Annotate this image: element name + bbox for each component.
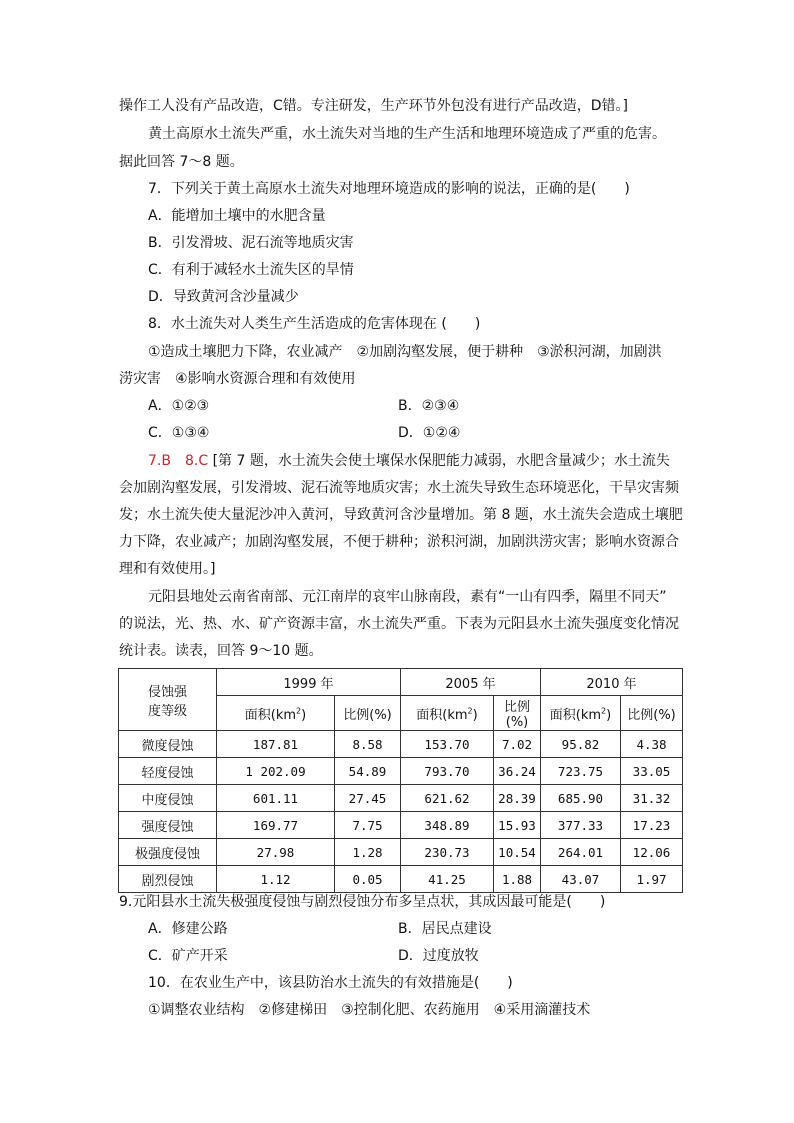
option-9a: A．修建公路 [148, 921, 228, 937]
corner-header [119, 669, 217, 731]
option-8b: B．②③④ [398, 398, 460, 414]
year-header: 1999 年 [217, 669, 401, 696]
area-cell: 27.98 [217, 839, 335, 866]
ratio-cell: 4.38 [621, 731, 683, 758]
passage-yuanyang-cont: 的说法，光、热、水、矿产资源丰富，水土流失严重。下表为元阳县水土流失强度变化情况 [119, 616, 679, 632]
passage-intro: 黄土高原水土流失严重，水土流失对当地的生产生活和地理环境造成了严重的危害。 [148, 126, 666, 142]
area-cell: 169.77 [217, 812, 335, 839]
ratio-cell: 7.02 [494, 731, 541, 758]
answer-explanation: 力下降，农业减产；加剧沟壑发展，不便于耕种；淤积河湖，加剧洪涝灾害；影响水资源合 [119, 534, 679, 550]
area-cell: 377.33 [541, 812, 621, 839]
question-10-statements: ①调整农业结构 ②修建梯田 ③控制化肥、农药施用 ④采用滴灌技术 [148, 1002, 591, 1018]
table-row [119, 866, 683, 893]
table-row [119, 758, 683, 785]
area-unit-sup: 2 [296, 706, 302, 716]
option-7b: B．引发滑坡、泥石流等地质灾害 [148, 235, 354, 251]
ratio-cell: 8.58 [335, 731, 401, 758]
answer-explanation: 理和有效使用。] [119, 561, 216, 577]
option-7d: D．导致黄河含沙量减少 [148, 289, 299, 305]
table-row [119, 785, 683, 812]
ratio-cell: 28.39 [494, 785, 541, 812]
passage-yuanyang: 元阳县地处云南省南部、元江南岸的哀牢山脉南段，素有“一山有四季，隔里不同天” [148, 589, 667, 605]
option-7a: A．能增加土壤中的水肥含量 [148, 208, 326, 224]
area-unit-sup: 2 [467, 706, 473, 716]
area-cell: 230.73 [401, 839, 494, 866]
table-row [119, 839, 683, 866]
ratio-cell: 31.32 [621, 785, 683, 812]
area-label: 面积(km [549, 707, 602, 723]
ratio-cell: 12.06 [621, 839, 683, 866]
ratio-cell: 10.54 [494, 839, 541, 866]
table-row [119, 731, 683, 758]
area-label: 面积(km [244, 707, 297, 723]
option-8c: C．①③④ [148, 425, 210, 441]
option-8a: A．①②③ [148, 398, 210, 414]
table-row [119, 812, 683, 839]
ratio-cell: 0.05 [335, 866, 401, 893]
area-cell: 601.11 [217, 785, 335, 812]
erosion-level-cell: 剧烈侵蚀 [119, 866, 217, 893]
passage-yuanyang-cont: 统计表。读表，回答 9～10 题。 [119, 643, 323, 659]
question-10: 10．在农业生产中，该县防治水土流失的有效措施是( ) [148, 975, 513, 991]
area-header [217, 696, 335, 731]
question-8: 8．水土流失对人类生产生活造成的危害体现在 ( ) [148, 316, 481, 332]
erosion-level-cell: 极强度侵蚀 [119, 839, 217, 866]
area-cell: 723.75 [541, 758, 621, 785]
ratio-cell: 27.45 [335, 785, 401, 812]
option-8d: D．①②④ [398, 425, 461, 441]
area-cell: 621.62 [401, 785, 494, 812]
ratio-header: 比例(%) [494, 696, 541, 731]
question-9: 9.元阳县水土流失极强度侵蚀与剧烈侵蚀分布多呈点状，其成因最可能是( ) [119, 894, 606, 910]
question-8-statements: ①造成土壤肥力下降，农业减产 ②加剧沟壑发展，便于耕种 ③淤积河湖，加剧洪 [148, 344, 662, 360]
text-line: 据此回答 7～8 题。 [119, 154, 244, 170]
ratio-cell: 7.75 [335, 812, 401, 839]
ratio-header: 比例(%) [335, 696, 401, 731]
erosion-level-cell: 中度侵蚀 [119, 785, 217, 812]
erosion-statistics-table [118, 668, 683, 893]
area-cell: 153.70 [401, 731, 494, 758]
ratio-cell: 1.88 [494, 866, 541, 893]
question-7: 7．下列关于黄土高原水土流失对地理环境造成的影响的说法，正确的是( ) [148, 181, 630, 197]
option-9b: B．居民点建设 [398, 921, 492, 937]
area-cell: 348.89 [401, 812, 494, 839]
ratio-cell: 1.97 [621, 866, 683, 893]
answer-line [148, 451, 670, 471]
area-header [401, 696, 494, 731]
ratio-cell: 15.93 [494, 812, 541, 839]
area-unit-sup: 2 [601, 706, 607, 716]
ratio-cell: 33.05 [621, 758, 683, 785]
answer-key: 7.B 8.C [148, 453, 209, 469]
erosion-level-cell: 微度侵蚀 [119, 731, 217, 758]
area-cell: 264.01 [541, 839, 621, 866]
ratio-cell: 36.24 [494, 758, 541, 785]
answer-explanation: 会加剧沟壑发展，引发滑坡、泥石流等地质灾害；水土流失导致生态环境恶化，干旱灾害频 [119, 480, 679, 496]
ratio-cell: 54.89 [335, 758, 401, 785]
erosion-level-cell: 轻度侵蚀 [119, 758, 217, 785]
erosion-level-cell: 强度侵蚀 [119, 812, 217, 839]
area-cell: 1.12 [217, 866, 335, 893]
answer-explanation: [第 7 题，水土流失会使土壤保水保肥能力减弱，水肥含量减少；水土流失 [212, 453, 670, 469]
area-cell: 41.25 [401, 866, 494, 893]
area-cell: 793.70 [401, 758, 494, 785]
table-header-row [119, 669, 683, 696]
option-9c: C．矿产开采 [148, 948, 228, 964]
corner-header-line2: 度等级 [147, 703, 187, 719]
area-cell: 187.81 [217, 731, 335, 758]
area-label: 面积(km [416, 707, 468, 723]
ratio-header: 比例(%) [621, 696, 683, 731]
area-header [541, 696, 621, 731]
table-body [119, 731, 683, 893]
ratio-cell: 17.23 [621, 812, 683, 839]
corner-header-line1: 侵蚀强 [147, 684, 187, 700]
year-header: 2005 年 [401, 669, 541, 696]
area-cell: 685.90 [541, 785, 621, 812]
question-8-statements-cont: 涝灾害 ④影响水资源合理和有效使用 [119, 371, 356, 387]
area-close: ) [606, 707, 612, 723]
option-9d: D．过度放牧 [398, 948, 479, 964]
area-close: ) [472, 707, 478, 723]
answer-explanation: 发；水土流失使大量泥沙冲入黄河，导致黄河含沙量增加。第 8 题，水土流失会造成土壤肥 [119, 507, 683, 523]
area-cell: 95.82 [541, 731, 621, 758]
area-cell: 1 202.09 [217, 758, 335, 785]
year-header: 2010 年 [541, 669, 683, 696]
ratio-cell: 1.28 [335, 839, 401, 866]
area-close: ) [301, 707, 307, 723]
text-line: 操作工人没有产品改造，C错。专注研发，生产环节外包没有进行产品改造，D错。] [119, 98, 629, 114]
option-7c: C．有利于减轻水土流失区的旱情 [148, 262, 354, 278]
area-cell: 43.07 [541, 866, 621, 893]
